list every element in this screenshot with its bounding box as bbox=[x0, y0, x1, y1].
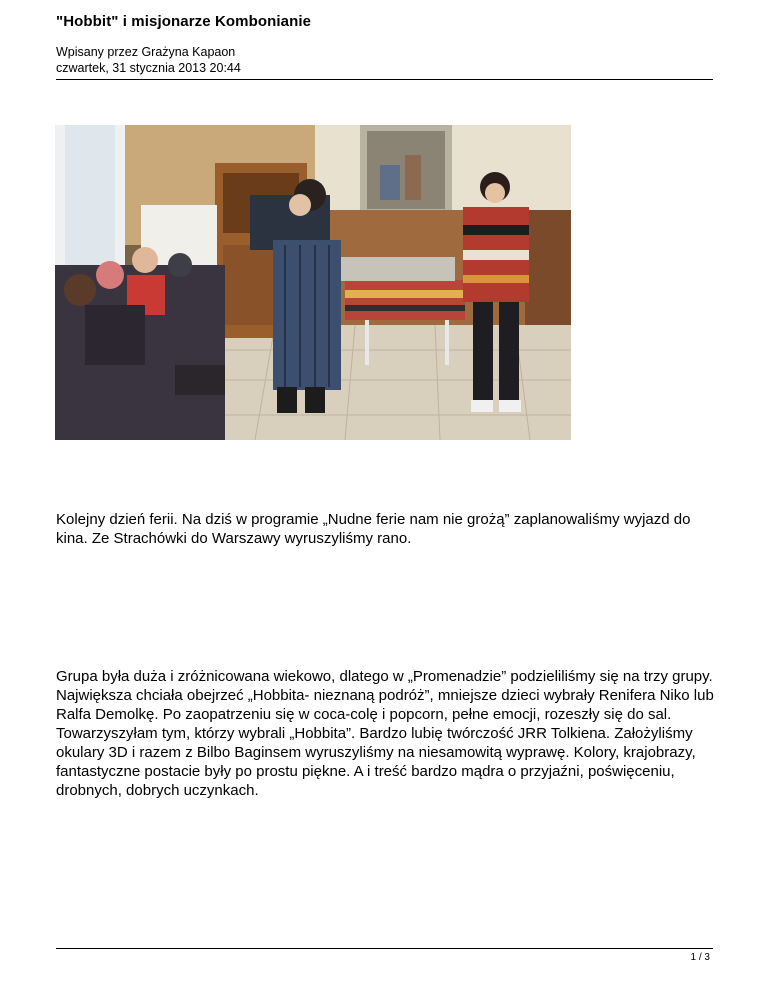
article-photo bbox=[55, 125, 571, 440]
paragraph-intro: Kolejny dzień ferii. Na dziś w programie „Nudne ferie nam nie grożą” zaplanowaliśmy wyjazd do kina. Ze Strachówki do Warszawy wyruszyliśmy rano. bbox=[56, 511, 691, 547]
article-meta bbox=[56, 44, 241, 76]
article-title: "Hobbit" i misjonarze Kombonianie bbox=[56, 13, 312, 30]
author-line: Wpisany przez Grażyna Kapaon bbox=[56, 45, 236, 59]
paragraph-cinema: Grupa była duża i zróżnicowana wiekowo, dlatego w „Promenadzie” podzieliliśmy się na trzy grupy. Największa chciała obejrzeć „Hobbita- nieznaną podróż”, mniejsze dzieci wybrały Renifera Niko lub Ralfa Demolkę. Po zaopatrzeniu się w coca-colę i popcorn, pełne emocji, rozeszły się do sal. Towarzyszyłam tym, którzy wybrali „Hobbita”. Bardzo lubię twórczość JRR Tolkiena. Założyliśmy okulary 3D i razem z Bilbo Baginsem wyruszyliśmy na niesamowitą wyprawę. Kolory, krajobrazy, fantastyczne postacie były po prostu piękne. A i treść bardzo mądra o przyjaźni, poświęceniu, drobnych, dobrych uczynkach. bbox=[56, 668, 714, 799]
photo-illustration bbox=[55, 125, 571, 440]
date-line: czwartek, 31 stycznia 2013 20:44 bbox=[56, 61, 241, 75]
header-divider bbox=[56, 79, 713, 80]
page-number: 1 / 3 bbox=[690, 952, 710, 963]
footer-divider bbox=[56, 948, 713, 949]
